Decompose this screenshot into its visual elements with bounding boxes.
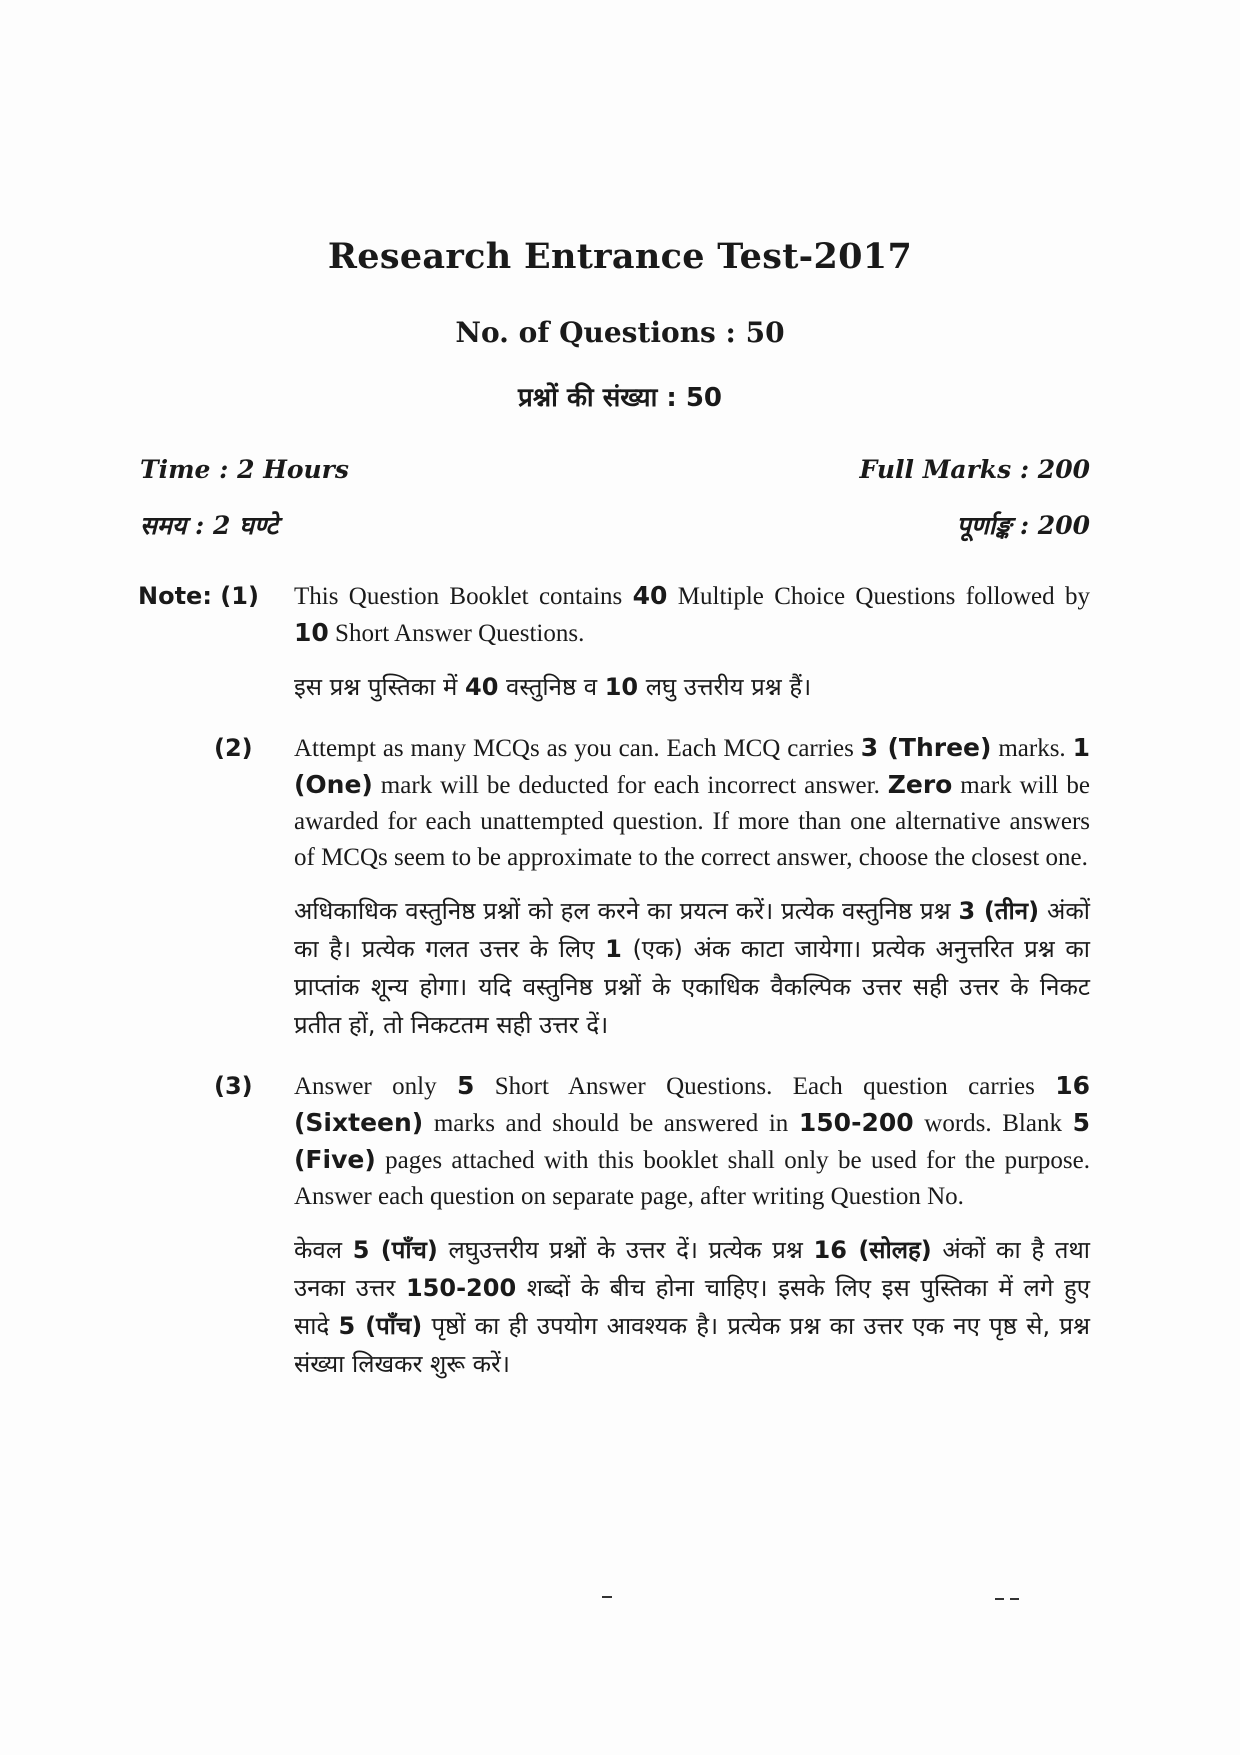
emphasis-text: Zero <box>887 770 953 799</box>
instruction-number: (3) <box>214 1072 253 1100</box>
time-english: Time : 2 Hours <box>140 455 349 484</box>
emphasis-text: 10 <box>604 673 639 701</box>
instruction-number: (1) <box>220 582 259 610</box>
emphasis-text: 5 (Five) <box>294 1108 1090 1174</box>
instruction-item <box>138 730 1090 1044</box>
instruction-text-english: Attempt as many MCQs as you can. Each MCQ carries 3 (Three) marks. 1 (One) mark will be deducted for each incorrect answer. Zero mark will be awarded for each unattempted question. If more than one alternative answers of MCQs seem to be approximate to the correct answer, choose the closest one. <box>294 733 1091 871</box>
emphasis-text: 1 <box>605 935 622 963</box>
instruction-label <box>138 1068 294 1104</box>
question-count-hindi: प्रश्नों की संख्या : 50 <box>518 383 722 413</box>
question-count-english: No. of Questions : 50 <box>455 316 785 349</box>
instruction-label <box>138 730 294 766</box>
instruction-body <box>294 730 1090 1044</box>
note-heading: Note: <box>138 582 212 610</box>
instruction-body <box>294 1068 1090 1383</box>
instructions-section <box>138 578 1090 1407</box>
instruction-number: (2) <box>214 734 253 762</box>
emphasis-text: 3 (तीन) <box>958 897 1040 925</box>
scan-mark <box>1010 1598 1019 1600</box>
emphasis-text: 150-200 <box>405 1274 517 1302</box>
instruction-text-hindi: इस प्रश्न पुस्तिका में 40 वस्तुनिष्ठ व 10 लघु उत्तरीय प्रश्न हैं। <box>294 673 812 701</box>
scan-mark <box>602 1596 612 1598</box>
emphasis-text: 10 <box>294 618 329 647</box>
full-marks-english: Full Marks : 200 <box>859 455 1090 484</box>
emphasis-text: 1 (One) <box>294 733 1090 799</box>
emphasis-text: 5 (पाँच) <box>352 1236 438 1264</box>
emphasis-text: 3 (Three) <box>860 733 992 762</box>
page-title: Research Entrance Test-2017 <box>327 236 913 277</box>
scan-mark <box>995 1598 1004 1600</box>
instruction-text-english: Answer only 5 Short Answer Questions. Each question carries 16 (Sixteen) marks and should be answered in 150-200 words. Blank 5 (Five) pages attached with this booklet shall only be used for the purpose. Answer each question on separate page, after writing Question No. <box>294 1071 1090 1210</box>
emphasis-text: 16 (सोलह) <box>813 1236 932 1264</box>
full-marks-hindi: पूर्णाङ्क : 200 <box>956 511 1090 540</box>
instruction-body <box>294 578 1090 706</box>
time-hindi: समय : 2 घण्टे <box>140 511 279 540</box>
emphasis-text: 40 <box>632 581 668 610</box>
instruction-text-hindi: अधिकाधिक वस्तुनिष्ठ प्रश्नों को हल करने का प्रयत्न करें। प्रत्येक वस्तुनिष्ठ प्रश्न 3 (तीन) अंकों का है। प्रत्येक गलत उत्तर के लिए 1 (एक) अंक काटा जायेगा। प्रत्येक अनुत्तरित प्रश्न का प्राप्तांक शून्य होगा। यदि वस्तुनिष्ठ प्रश्नों के एकाधिक वैकल्पिक उत्तर सही उत्तर के निकट प्रतीत हों, तो निकटतम सही उत्तर दें। <box>294 897 1090 1039</box>
instruction-text-hindi: केवल 5 (पाँच) लघुउत्तरीय प्रश्नों के उत्तर दें। प्रत्येक प्रश्न 16 (सोलह) अंकों का है तथा उनका उत्तर 150-200 शब्दों के बीच होना चाहिए। इसके लिए इस पुस्तिका में लगे हुए सादे 5 (पाँच) पृष्ठों का ही उपयोग आवश्यक है। प्रत्येक प्रश्न का उत्तर एक नए पृष्ठ से, प्रश्न संख्या लिखकर शुरू करें। <box>294 1236 1090 1378</box>
instruction-item <box>138 1068 1090 1383</box>
emphasis-text: 150-200 <box>798 1108 914 1137</box>
emphasis-text: 5 <box>456 1071 475 1100</box>
emphasis-text: 16 (Sixteen) <box>294 1071 1090 1137</box>
instruction-item <box>138 578 1090 706</box>
instruction-label <box>138 578 294 614</box>
instruction-text-english: This Question Booklet contains 40 Multiple Choice Questions followed by 10 Short Answer Questions. <box>294 581 1090 647</box>
emphasis-text: 40 <box>465 673 499 701</box>
emphasis-text: 5 (पाँच) <box>338 1312 423 1340</box>
